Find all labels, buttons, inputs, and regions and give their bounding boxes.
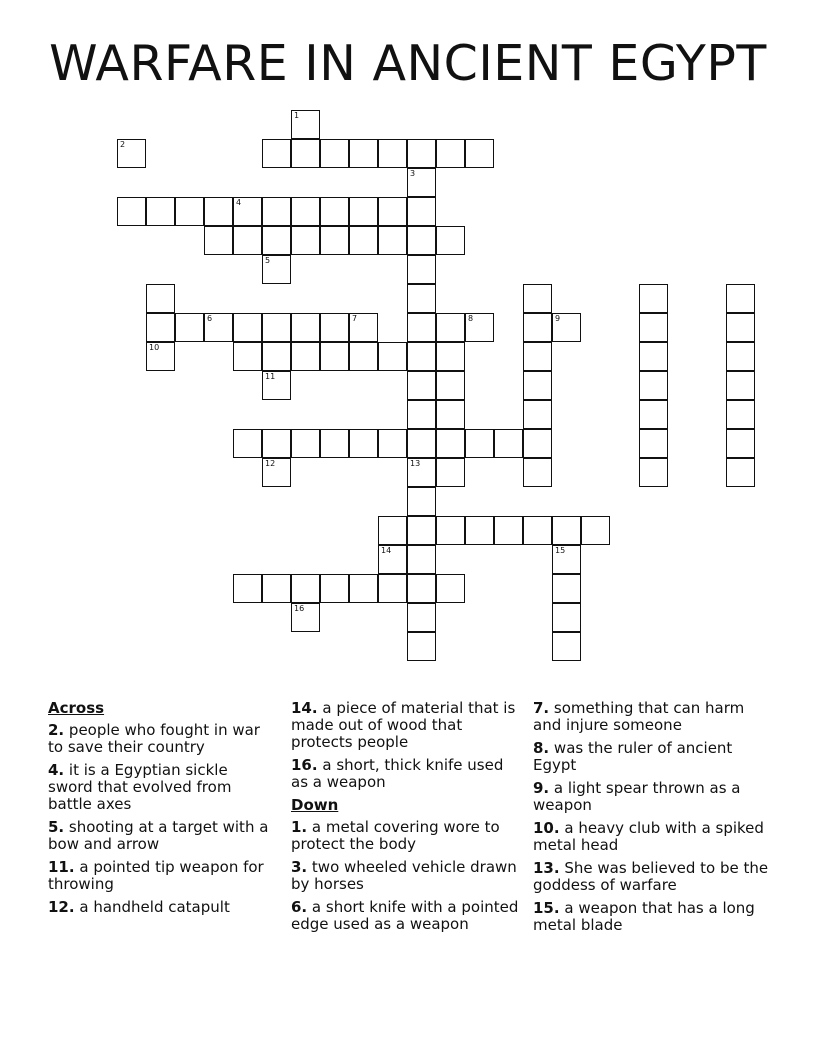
grid-cell[interactable] [639, 458, 668, 487]
grid-cell[interactable] [233, 429, 262, 458]
grid-cell[interactable] [349, 139, 378, 168]
down-heading: Down [291, 796, 339, 814]
grid-cell[interactable] [639, 342, 668, 371]
clue-number: 16 [294, 604, 305, 613]
grid-cell[interactable] [146, 342, 175, 371]
grid-cell[interactable] [465, 516, 494, 545]
grid-cell[interactable] [291, 603, 320, 632]
clue-number: 4 [236, 198, 242, 207]
clues-column-1 [48, 700, 276, 922]
grid-cell[interactable] [494, 429, 523, 458]
grid-cell[interactable] [262, 371, 291, 400]
grid-cell[interactable] [320, 139, 349, 168]
grid-cell[interactable] [407, 458, 436, 487]
grid-cell[interactable] [523, 429, 552, 458]
grid-cell[interactable] [639, 284, 668, 313]
grid-cell[interactable] [726, 400, 755, 429]
grid-cell[interactable] [552, 516, 581, 545]
clue-down-7: 7. something that can harm and injure someone [533, 699, 745, 734]
grid-cell[interactable] [436, 516, 465, 545]
grid-cell[interactable] [436, 226, 465, 255]
grid-cell[interactable] [639, 400, 668, 429]
grid-cell[interactable] [436, 429, 465, 458]
grid-cell[interactable] [262, 226, 291, 255]
grid-cell[interactable] [262, 342, 291, 371]
clue-number: 5 [265, 256, 271, 265]
grid-cell[interactable] [407, 574, 436, 603]
clue-number: 2 [120, 140, 126, 149]
grid-cell[interactable] [117, 197, 146, 226]
grid-cell[interactable] [726, 313, 755, 342]
grid-cell[interactable] [436, 139, 465, 168]
grid-cell[interactable] [320, 313, 349, 342]
grid-cell[interactable] [262, 255, 291, 284]
grid-cell[interactable] [349, 342, 378, 371]
clue-down-15: 15. a weapon that has a long metal blade [533, 899, 755, 934]
grid-cell[interactable] [552, 632, 581, 661]
clue-down-9: 9. a light spear thrown as a weapon [533, 779, 741, 814]
grid-cell[interactable] [349, 226, 378, 255]
clue-number: 1 [294, 111, 300, 120]
across-heading: Across [48, 699, 105, 717]
clue-number: 11 [265, 372, 276, 381]
grid-cell[interactable] [726, 371, 755, 400]
grid-cell[interactable] [262, 139, 291, 168]
grid-cell[interactable] [552, 545, 581, 574]
grid-cell[interactable] [262, 197, 291, 226]
clue-across-14: 14. a piece of material that is made out of wood that protects people [291, 699, 516, 751]
grid-cell[interactable] [262, 313, 291, 342]
grid-cell[interactable] [291, 139, 320, 168]
grid-cell[interactable] [291, 197, 320, 226]
grid-cell[interactable] [320, 226, 349, 255]
grid-cell[interactable] [407, 371, 436, 400]
grid-cell[interactable] [523, 342, 552, 371]
grid-cell[interactable] [233, 342, 262, 371]
grid-cell[interactable] [726, 342, 755, 371]
grid-cell[interactable] [117, 139, 146, 168]
grid-cell[interactable] [378, 545, 407, 574]
grid-cell[interactable] [407, 632, 436, 661]
clue-number: 7 [352, 314, 358, 323]
grid-cell[interactable] [175, 197, 204, 226]
grid-cell[interactable] [291, 313, 320, 342]
clue-down-13: 13. She was believed to be the goddess of warfare [533, 859, 769, 894]
grid-cell[interactable] [378, 139, 407, 168]
grid-cell[interactable] [552, 603, 581, 632]
clue-down-1: 1. a metal covering wore to protect the body [291, 818, 500, 853]
grid-cell[interactable] [436, 458, 465, 487]
grid-cell[interactable] [233, 226, 262, 255]
grid-cell[interactable] [436, 313, 465, 342]
clue-number: 15 [555, 546, 566, 555]
grid-cell[interactable] [378, 574, 407, 603]
grid-cell[interactable] [291, 110, 320, 139]
grid-cell[interactable] [523, 284, 552, 313]
grid-cell[interactable] [291, 429, 320, 458]
grid-cell[interactable] [378, 226, 407, 255]
clue-number: 13 [410, 459, 421, 468]
grid-cell[interactable] [320, 342, 349, 371]
grid-cell[interactable] [233, 197, 262, 226]
clue-across-5: 5. shooting at a target with a bow and arrow [48, 818, 269, 853]
grid-cell[interactable] [320, 574, 349, 603]
grid-cell[interactable] [407, 429, 436, 458]
grid-cell[interactable] [175, 313, 204, 342]
grid-cell[interactable] [378, 516, 407, 545]
clues-column-2 [291, 700, 519, 939]
grid-cell[interactable] [523, 371, 552, 400]
grid-cell[interactable] [552, 313, 581, 342]
clue-down-10: 10. a heavy club with a spiked metal head [533, 819, 764, 854]
grid-cell[interactable] [291, 574, 320, 603]
grid-cell[interactable] [204, 226, 233, 255]
grid-cell[interactable] [407, 342, 436, 371]
grid-cell[interactable] [436, 371, 465, 400]
grid-cell[interactable] [407, 168, 436, 197]
grid-cell[interactable] [407, 516, 436, 545]
grid-cell[interactable] [320, 197, 349, 226]
grid-cell[interactable] [436, 342, 465, 371]
clue-across-2: 2. people who fought in war to save their country [48, 721, 260, 756]
grid-cell[interactable] [581, 516, 610, 545]
grid-cell[interactable] [523, 458, 552, 487]
grid-cell[interactable] [523, 313, 552, 342]
grid-cell[interactable] [552, 574, 581, 603]
grid-cell[interactable] [407, 197, 436, 226]
grid-cell[interactable] [494, 516, 523, 545]
clue-number: 14 [381, 546, 392, 555]
grid-cell[interactable] [407, 545, 436, 574]
grid-cell[interactable] [726, 284, 755, 313]
grid-cell[interactable] [436, 400, 465, 429]
grid-cell[interactable] [349, 197, 378, 226]
grid-cell[interactable] [726, 429, 755, 458]
grid-cell[interactable] [639, 429, 668, 458]
clue-across-12: 12. a handheld catapult [48, 898, 230, 916]
grid-cell[interactable] [639, 313, 668, 342]
clue-number: 3 [410, 169, 416, 178]
grid-cell[interactable] [407, 284, 436, 313]
clues-column-3 [533, 700, 773, 940]
grid-cell[interactable] [233, 574, 262, 603]
clue-number: 9 [555, 314, 561, 323]
grid-cell[interactable] [523, 516, 552, 545]
grid-cell[interactable] [262, 458, 291, 487]
grid-cell[interactable] [146, 284, 175, 313]
page-title: WARFARE IN ANCIENT EGYPT [49, 35, 767, 92]
grid-cell[interactable] [349, 313, 378, 342]
grid-cell[interactable] [407, 603, 436, 632]
grid-cell[interactable] [262, 574, 291, 603]
clue-down-3: 3. two wheeled vehicle drawn by horses [291, 858, 517, 893]
grid-cell[interactable] [378, 429, 407, 458]
grid-cell[interactable] [349, 574, 378, 603]
grid-cell[interactable] [465, 429, 494, 458]
grid-cell[interactable] [639, 371, 668, 400]
clue-number: 6 [207, 314, 213, 323]
clue-number: 8 [468, 314, 474, 323]
grid-cell[interactable] [726, 458, 755, 487]
grid-cell[interactable] [407, 400, 436, 429]
grid-cell[interactable] [407, 226, 436, 255]
clue-number: 12 [265, 459, 276, 468]
grid-cell[interactable] [291, 342, 320, 371]
clue-down-6: 6. a short knife with a pointed edge used as a weapon [291, 898, 519, 933]
grid-cell[interactable] [407, 313, 436, 342]
grid-cell[interactable] [349, 429, 378, 458]
grid-cell[interactable] [146, 197, 175, 226]
grid-cell[interactable] [378, 197, 407, 226]
grid-cell[interactable] [407, 139, 436, 168]
clue-down-8: 8. was the ruler of ancient Egypt [533, 739, 733, 774]
grid-cell[interactable] [407, 255, 436, 284]
grid-cell[interactable] [436, 574, 465, 603]
grid-cell[interactable] [204, 197, 233, 226]
grid-cell[interactable] [465, 313, 494, 342]
clue-across-11: 11. a pointed tip weapon for throwing [48, 858, 264, 893]
grid-cell[interactable] [523, 400, 552, 429]
grid-cell[interactable] [204, 313, 233, 342]
grid-cell[interactable] [465, 139, 494, 168]
grid-cell[interactable] [146, 313, 175, 342]
grid-cell[interactable] [407, 487, 436, 516]
clue-across-16: 16. a short, thick knife used as a weapon [291, 756, 504, 791]
clue-across-4: 4. it is a Egyptian sickle sword that evolved from battle axes [48, 761, 232, 813]
grid-cell[interactable] [291, 226, 320, 255]
grid-cell[interactable] [320, 429, 349, 458]
grid-cell[interactable] [378, 342, 407, 371]
grid-cell[interactable] [262, 429, 291, 458]
clue-number: 10 [149, 343, 160, 352]
grid-cell[interactable] [233, 313, 262, 342]
